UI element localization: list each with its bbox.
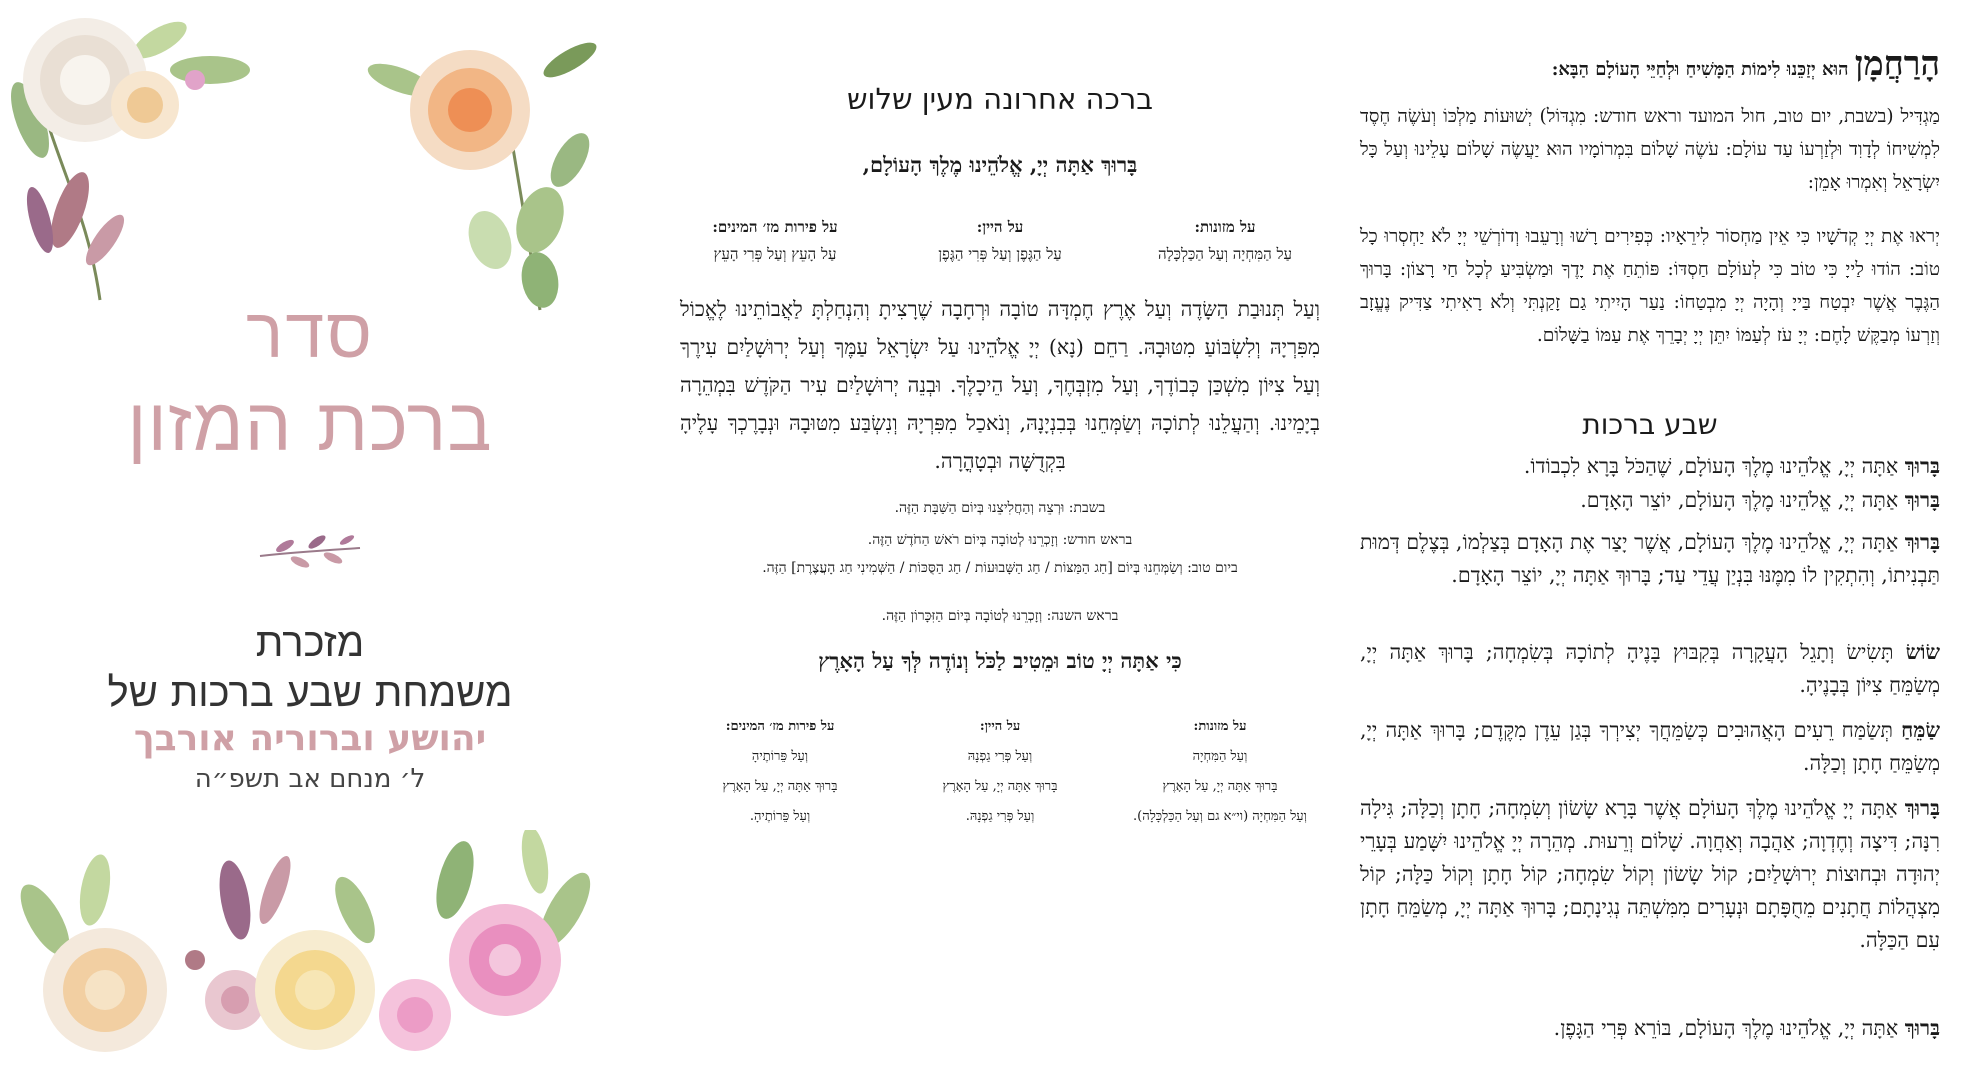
- blessing-opening-word: בָּרוּךְ: [1904, 1016, 1940, 1040]
- column-head: על מזונות:: [1194, 218, 1256, 236]
- blessing-opening-word: בָּרוּךְ: [1904, 530, 1940, 554]
- floral-corner-top-right: [340, 20, 600, 320]
- blessing-text: תְּשַׂמַּח רֵעִים הָאֲהוּבִים כְּשַׂמֵּחֲךָ יְצִירְךָ בְּגַן עֵדֶן מִקֶּדֶם; בָּרוּךְ אַתָּה יְיָ, מְשַׂמֵּחַ חָתָן וְכַלָּה.: [1360, 718, 1940, 775]
- cover-panel: [0, 0, 620, 1088]
- column-wine: [905, 218, 1095, 264]
- column-head: על היין:: [979, 719, 1021, 734]
- blessing-6: [1360, 792, 1940, 957]
- after-blessing-body: וְעַל תְּנוּבַת הַשָּׂדֶה וְעַל אֶרֶץ חֶמְדָּה טוֹבָה וּרְחָבָה שֶׁרָצִיתָ וְהִנְחַלְתָּ לַאֲבוֹתֵינוּ לֶאֱכוֹל מִפִּרְיָהּ וְלִשְׂבּוֹעַ מִטּוּבָהּ. רַחֵם (נָא) יְיָ אֱלֹהֵינוּ עַל יִשְׂרָאֵל עַמֶּךָ וְעַל יְרוּשָׁלַיִם עִירֶךָ וְעַל צִיּוֹן מִשְׁכַּן כְּבוֹדֶךָ, וְעַל מִזְבְּחֶךָ, וְעַל הֵיכָלֶךָ. וּבְנֵה יְרוּשָׁלַיִם עִיר הַקֹּדֶשׁ בִּמְהֵרָה בְיָמֵינוּ. וְהַעֲלֵנוּ לְתוֹכָהּ וְשַׂמְּחֵנוּ בְּבִנְיָנָהּ, וְנֹאכַל מִפִּרְיָהּ וְנִשְׂבַּע מִטּוּבָהּ וּנְבָרֶכְךָ עָלֶיהָ בִּקְדֻשָּׁה וּבְטָהֳרָה.: [680, 297, 1320, 473]
- column-line: בָּרוּךְ אַתָּה יְיָ, עַל הָאָרֶץ: [1162, 779, 1278, 794]
- blessing-5: [1360, 714, 1940, 780]
- column-head: על פירות מז׳ המינים:: [725, 719, 835, 734]
- blessing-3: [1360, 526, 1940, 592]
- blessing-opening-word: בָּרוּךְ: [1904, 488, 1940, 512]
- ending-column-wine: [900, 712, 1100, 832]
- floral-corner-top-left: [10, 10, 260, 310]
- food-type-columns: [680, 218, 1320, 264]
- column-text: עַל הַגֶּפֶן וְעַל פְּרִי הַגֶּפֶן: [938, 245, 1062, 263]
- sheva-brachot-title: שבע ברכות: [1582, 408, 1718, 441]
- cover-couple-names: יהושע וברוריה אורבך: [133, 718, 487, 759]
- yom-tov-insert: ביום טוב: וְשַׂמְּחֵנוּ בְּיוֹם [חַג הַמַּצּוֹת / חַג הַשָּׁבוּעוֹת / חַג הַסֻּכּוֹת / הַשְּׁמִינִי חַג הָעֲצֶרֶת] הַזֶּה.: [762, 560, 1238, 576]
- column-line: בָּרוּךְ אַתָּה יְיָ, עַל הָאָרֶץ: [942, 779, 1058, 794]
- yiru-paragraph: יְראוּ אֶת יְיָ קְדֹשָׁיו כִּי אֵין מַחְסוֹר לִירֵאָיו: כְּפִירִים רָשׁוּ וְרָעֵבוּ וְדוֹרְשֵׁי יְיָ לֹא יַחְסְרוּ כָל טוֹב: הוֹדוּ לַייָ כִּי טוֹב כִּי לְעוֹלָם חַסְדּוֹ: פּוֹתֵחַ אֶת יָדֶךָ וּמַשְׂבִּיעַ לְכָל חַי רָצוֹן: בָּרוּךְ הַגֶּבֶר אֲשֶׁר יִבְטַח בַּייָ וְהָיָה יְיָ מִבְטַחוֹ: נַעַר הָיִיתִי גַם זָקַנְתִּי וְלֹא רָאִיתִי צַדִּיק נֶעֱזָב וְזַרְעוֹ מְבַקֶּשׁ לָחֶם: יְיָ עֹז לְעַמּוֹ יִתֵּן יְיָ יְבָרֵךְ אֶת עַמּוֹ בַשָּׁלוֹם.: [1360, 226, 1940, 346]
- cover-title-line1: סדר: [245, 292, 375, 374]
- column-line: וְעַל הַמִּחְיָה (וי״א גם וְעַל הַכַּלְכָּלָה).: [1133, 809, 1307, 824]
- shabbat-insert: בשבת: וּרְצֵה וְהַחֲלִיצֵנוּ בְּיוֹם הַשַּׁבָּת הַזֶּה.: [894, 500, 1106, 516]
- column-line: וְעַל פְּרִי גַפְנָהּ: [967, 749, 1033, 764]
- blessing-opening-word: בָּרוּךְ: [1904, 796, 1940, 820]
- blessing-opening-word: שׂוֹשׂ: [1905, 640, 1940, 664]
- column-head: על פירות מז׳ המינים:: [712, 218, 838, 236]
- column-text: עַל הָעֵץ וְעַל פְּרִי הָעֵץ: [713, 245, 837, 263]
- cover-occasion: משמחת שבע ברכות של: [107, 670, 513, 716]
- sprig-ornament: [255, 528, 365, 578]
- blessing-4: [1360, 636, 1940, 702]
- harachaman-rest: הוּא יְזַכֵּנוּ לִימוֹת הַמָּשִׁיחַ וּלְחַיֵּי הָעוֹלָם הַבָּא:: [1551, 59, 1849, 80]
- blessing-text: תָּשִׂישׂ וְתָגֵל הָעֲקָרָה בְּקִבּוּץ בָּנֶיהָ לְתוֹכָהּ בְּשִׂמְחָה; בָּרוּךְ אַתָּה יְיָ, מְשַׂמֵּחַ צִיּוֹן בְּבָנֶיהָ.: [1360, 640, 1940, 697]
- blessing-opening-word: שַׂמֵּחַ: [1901, 718, 1940, 742]
- column-line: וְעַל הַמִּחְיָה: [1192, 749, 1248, 764]
- harachaman-heading: [1360, 44, 1940, 84]
- rosh-chodesh-insert: בראש חודש: וְזָכְרֵנוּ לְטוֹבָה בְּיוֹם רֹאשׁ הַחֹדֶשׁ הַזֶּה.: [867, 532, 1133, 548]
- blessing-text: אַתָּה יְיָ, אֱלֹהֵינוּ מֶלֶךְ הָעוֹלָם, שֶׁהַכֹּל בָּרָא לִכְבוֹדוֹ.: [1523, 454, 1899, 478]
- cover-title-line2: ברכת המזון: [127, 382, 493, 468]
- column-line: בָּרוּךְ אַתָּה יְיָ, עַל הָאָרֶץ: [722, 779, 838, 794]
- column-line: וְעַל פֵּרוֹתֶיהָ: [751, 749, 809, 764]
- column-line: וְעַל פְּרִי גַפְנָהּ.: [965, 809, 1035, 824]
- after-blessing-opening: בָּרוּךְ אַתָּה יְיָ, אֱלֹהֵינוּ מֶלֶךְ הָעוֹלָם,: [862, 152, 1138, 177]
- after-blessing-panel: [680, 0, 1320, 1088]
- blessing-text: אַתָּה יְיָ, אֱלֹהֵינוּ מֶלֶךְ הָעוֹלָם, אֲשֶׁר יָצַר אֶת הָאָדָם בְּצַלְמוֹ, בְּצֶלֶם דְּמוּת תַּבְנִיתוֹ, וְהִתְקִין לוֹ מִמֶּנּוּ בִּנְיַן עֲדֵי עַד; בָּרוּךְ אַתָּה יְיָ, יוֹצֵר הָאָדָם.: [1360, 530, 1940, 587]
- blessing-text: אַתָּה יְיָ אֱלֹהֵינוּ מֶלֶךְ הָעוֹלָם אֲשֶׁר בָּרָא שָׂשׂוֹן וְשִׂמְחָה; חָתָן וְכַלָּה; גִּילָה רִנָּה; דִּיצָה וְחֶדְוָה; אַהֲבָה וְאַחֲוָה. שָׁלוֹם וְרֵעוּת. מְהֵרָה יְיָ אֱלֹהֵינוּ יִשָּׁמַע בְּעָרֵי יְהוּדָה וּבְחוּצוֹת יְרוּשָׁלַיִם; קוֹל שָׂשׂוֹן וְקוֹל שִׂמְחָה; קוֹל חָתָן וְקוֹל כַּלָּה; קוֹל מִצְהֲלוֹת חֲתָנִים מֵחֻפָּתָם וּנְעָרִים מִמִּשְׁתֵּה נְגִינָתָם; בָּרוּךְ אַתָּה יְיָ, מְשַׂמֵּחַ חָתָן עִם הַכַּלָּה.: [1360, 796, 1940, 952]
- blessing-7: [1360, 1012, 1940, 1045]
- column-head: על היין:: [976, 218, 1024, 236]
- blessing-text: אַתָּה יְיָ, אֱלֹהֵינוּ מֶלֶךְ הָעוֹלָם, בּוֹרֵא פְּרִי הַגָּפֶן.: [1553, 1016, 1899, 1040]
- floral-bottom-arrangement: [5, 830, 605, 1070]
- after-blessing-closing: כִּי אַתָּה יְיָ טוֹב וּמֵטִיב לַכֹּל וְנוֹדֶה לְּךָ עַל הָאָרֶץ: [818, 648, 1182, 673]
- blessing-opening-word: בָּרוּךְ: [1904, 454, 1940, 478]
- blessing-1: [1360, 450, 1940, 483]
- column-line: וְעַל פֵּרוֹתֶיהָ.: [749, 809, 811, 824]
- blessing-2: [1360, 484, 1940, 517]
- column-mezonot: [1130, 218, 1320, 264]
- ending-column-mezonot: [1120, 712, 1320, 832]
- harachaman-word: הָרַחֲמָן: [1854, 44, 1940, 84]
- blessing-text: אַתָּה יְיָ, אֱלֹהֵינוּ מֶלֶךְ הָעוֹלָם, יוֹצֵר הָאָדָם.: [1580, 488, 1899, 512]
- cover-memento: מזכרת: [255, 620, 365, 666]
- after-blessing-title: ברכה אחרונה מעין שלוש: [847, 82, 1153, 116]
- migdol-paragraph: מַגְדִּיל (בשבת, יום טוב, חול המועד וראש חודש: מִגְדּוֹל) יְשׁוּעוֹת מַלְכּוֹ וְעֹשֶׂה חֶסֶד לִמְשִׁיחוֹ לְדָוִד וּלְזַרְעוֹ עַד עוֹלָם: עֹשֶׂה שָׁלוֹם בִּמְרוֹמָיו הוּא יַעֲשֶׂה שָׁלוֹם עָלֵינוּ וְעַל כָּל יִשְׂרָאֵל וְאִמְרוּ אָמֵן:: [1360, 106, 1940, 193]
- grace-ending-panel: [1360, 0, 1940, 1088]
- ending-columns: [680, 712, 1320, 832]
- column-head: על מזונות:: [1193, 719, 1247, 734]
- column-fruits: [680, 218, 870, 264]
- rosh-hashana-insert: בראש השנה: וְזָכְרֵנוּ לְטוֹבָה בְּיוֹם הַזִּכָּרוֹן הַזֶּה.: [881, 608, 1119, 624]
- cover-date: ל׳ מנחם אב תשפ״ה: [194, 764, 426, 794]
- ending-column-fruits: [680, 712, 880, 832]
- column-text: עַל הַמִּחְיָה וְעַל הַכַּלְכָּלָה: [1157, 245, 1293, 263]
